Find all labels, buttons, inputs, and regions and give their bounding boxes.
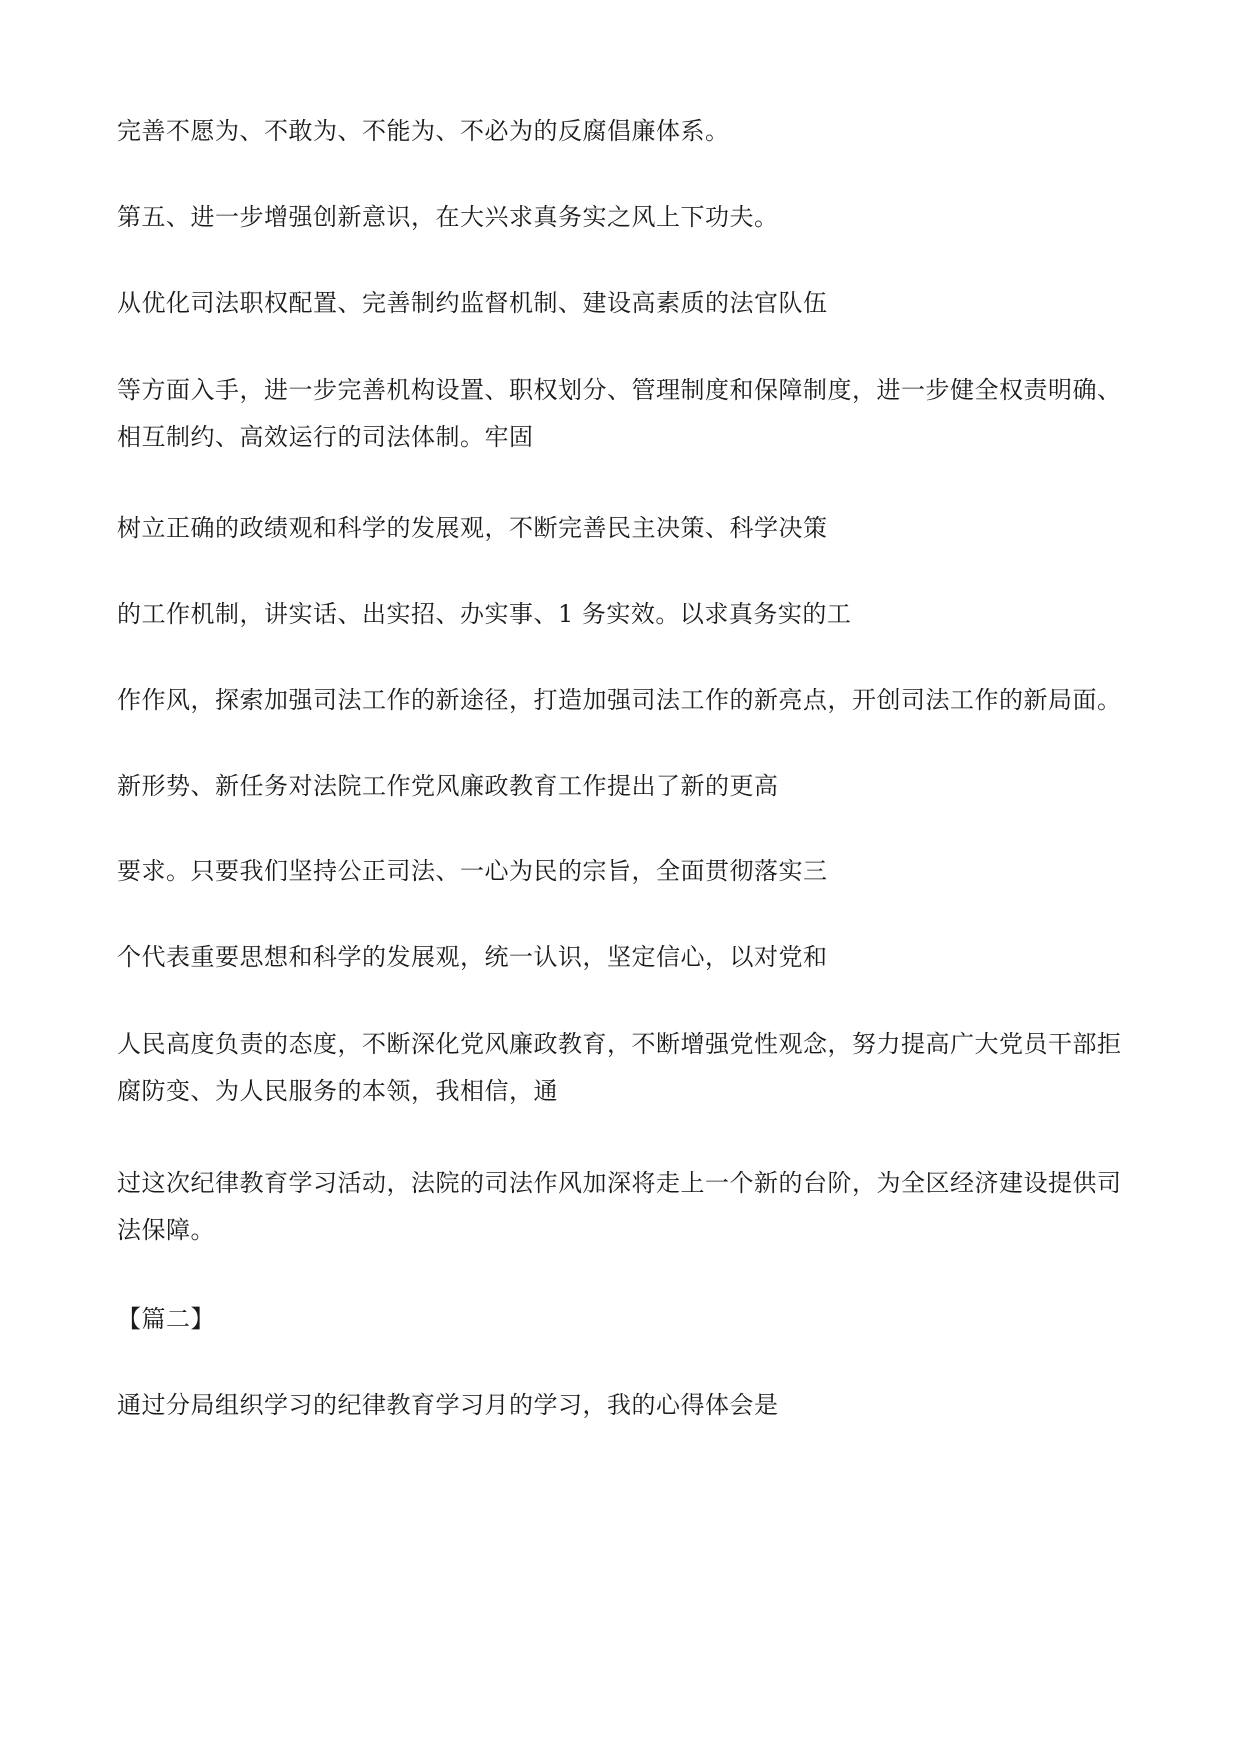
paragraph-11: 人民高度负责的态度，不断深化党风廉政教育，不断增强党性观念，努力提高广大党员干部拒腐防变、为人民服务的本领，我相信，通: [117, 1030, 1122, 1105]
paragraph-3: 从优化司法职权配置、完善制约监督机制、建设高素质的法官队伍: [117, 289, 828, 317]
paragraph-12: 过这次纪律教育学习活动，法院的司法作风加深将走上一个新的台阶，为全区经济建设提供司法保障。: [117, 1169, 1122, 1244]
paragraph-5: 树立正确的政绩观和科学的发展观，不断完善民主决策、科学决策: [117, 514, 828, 542]
section-heading: 【篇二】: [117, 1305, 215, 1333]
paragraph-2: 第五、进一步增强创新意识，在大兴求真务实之风上下功夫。: [117, 203, 779, 231]
paragraph-8: 新形势、新任务对法院工作党风廉政教育工作提出了新的更高: [117, 772, 779, 800]
closing-paragraph: 通过分局组织学习的纪律教育学习月的学习，我的心得体会是: [117, 1391, 779, 1419]
paragraph-10: 个代表重要思想和科学的发展观，统一认识，坚定信心，以对党和: [117, 943, 828, 971]
paragraph-9: 要求。只要我们坚持公正司法、一心为民的宗旨，全面贯彻落实三: [117, 857, 828, 885]
paragraph-6: 的工作机制，讲实话、出实招、办实事、1 务实效。以求真务实的工: [117, 600, 852, 628]
paragraph-4: 等方面入手，进一步完善机构设置、职权划分、管理制度和保障制度，进一步健全权责明确、相互制约、高效运行的司法体制。牢固: [117, 376, 1122, 451]
paragraph-7: 作作风，探索加强司法工作的新途径，打造加强司法工作的新亮点，开创司法工作的新局面。: [117, 686, 1122, 714]
paragraph-1: 完善不愿为、不敢为、不能为、不必为的反腐倡廉体系。: [117, 117, 730, 145]
